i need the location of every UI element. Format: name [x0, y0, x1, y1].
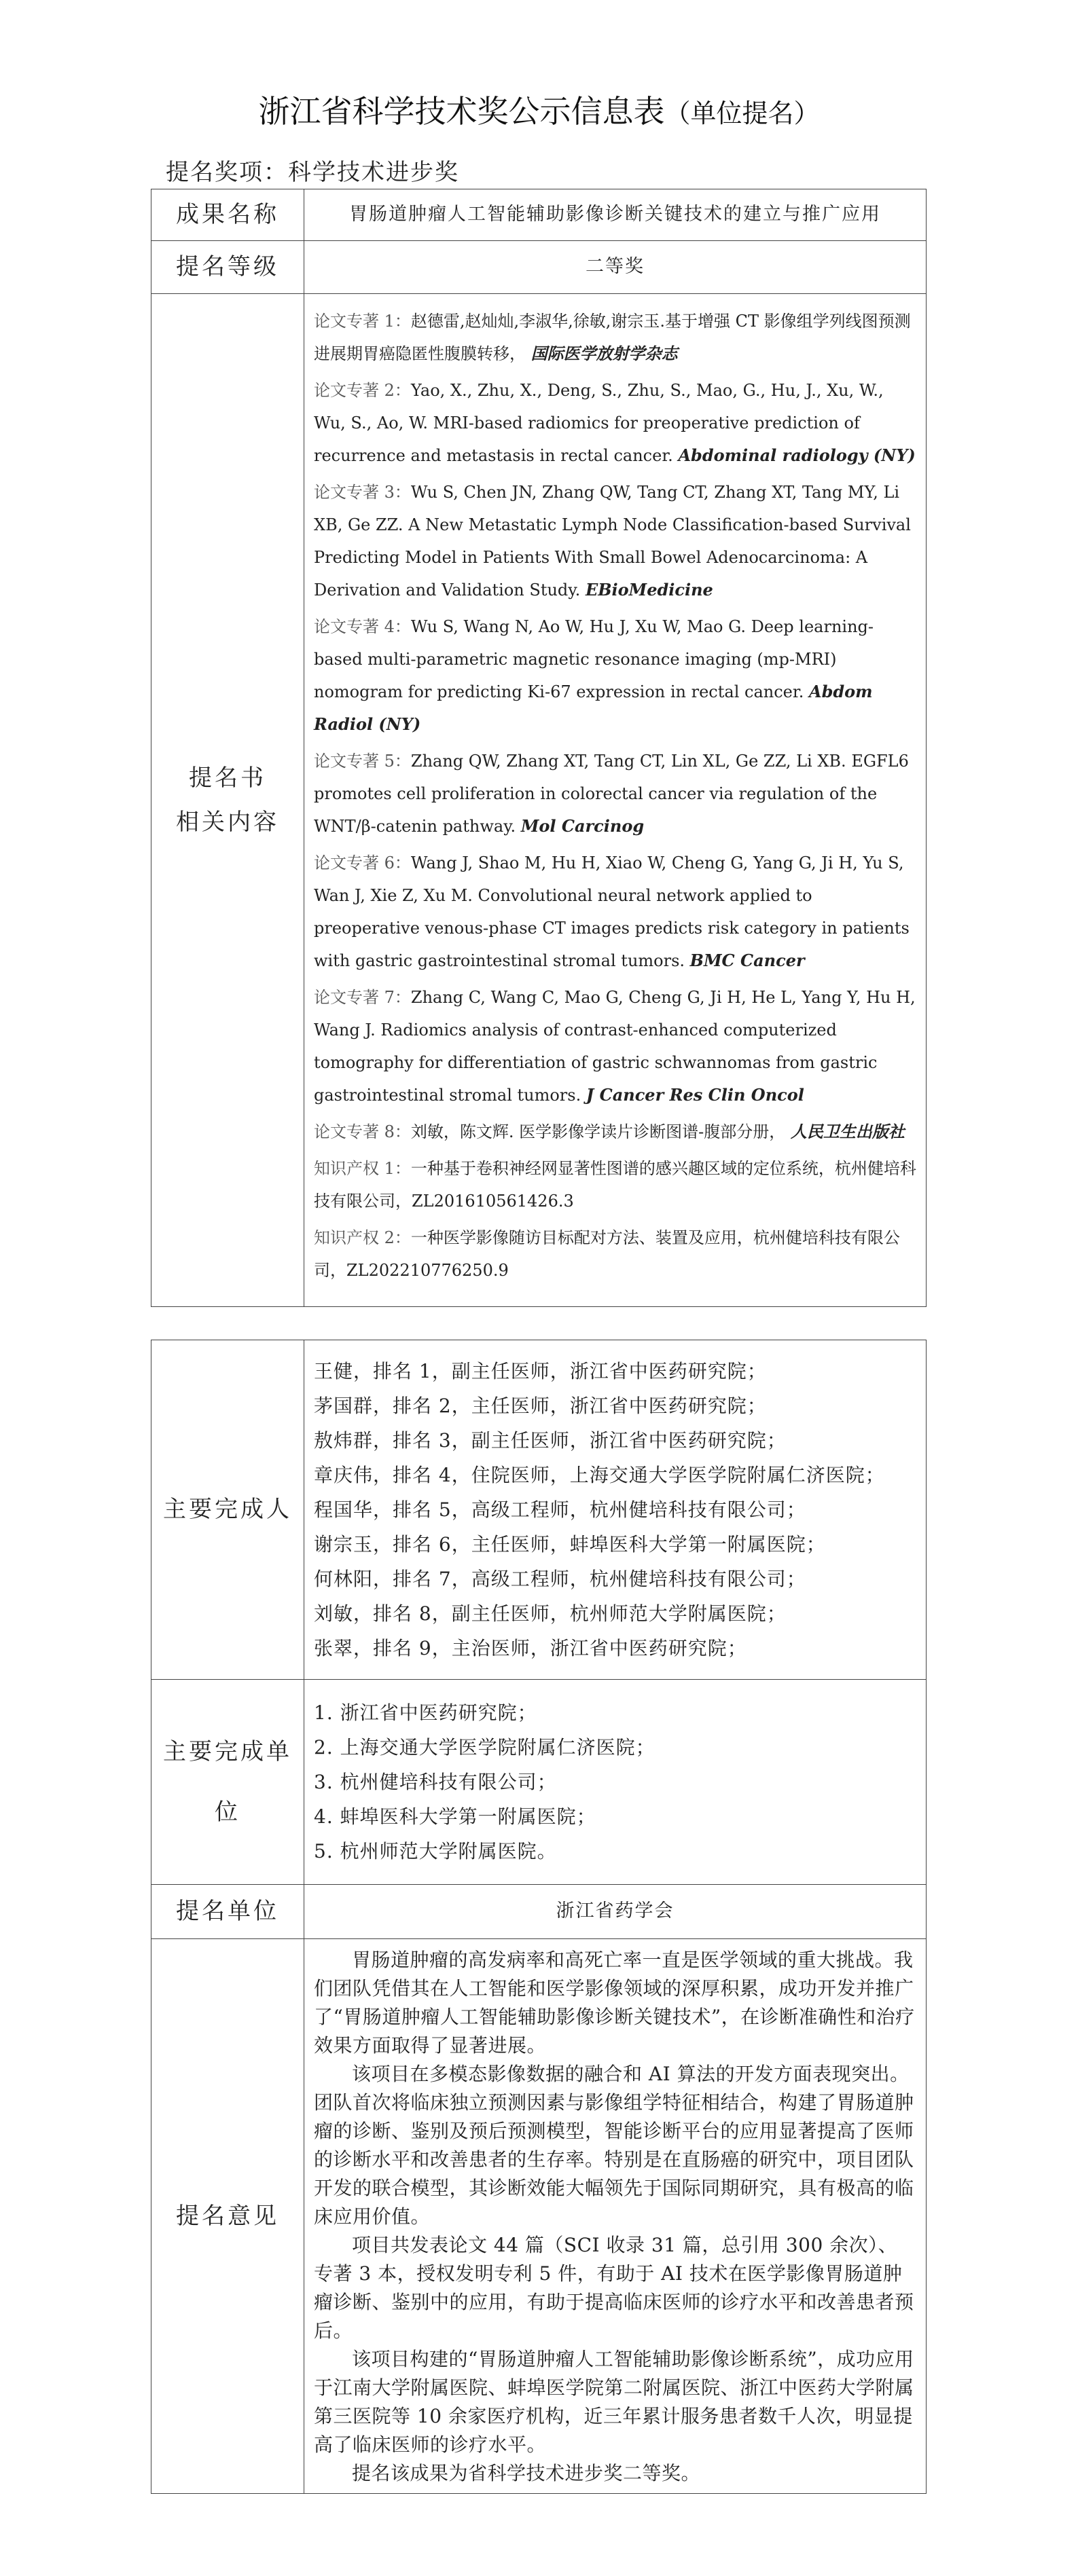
entry-journal: 国际医学放射学杂志: [531, 344, 678, 363]
entry-journal: EBioMedicine: [585, 580, 713, 600]
opinion-text: [314, 1946, 916, 2488]
entry-text: Yao, X., Zhu, X., Deng, S., Zhu, S., Mao, G., Hu, J., Xu, W., Wu, S., Ao, W. MRI-based radiomics for preoperative prediction of recurrence and metastasis in rectal cancer.: [314, 381, 884, 465]
completers-list: [314, 1354, 916, 1666]
unit-item: 4. 蚌埠医科大学第一附属医院；: [314, 1805, 596, 1828]
opinion-paragraph: 该项目在多模态影像数据的融合和 AI 算法的开发方面表现突出。团队首次将临床独立预测因素与影像组学特征相结合，构建了胃肠道肿瘤的诊断、鉴别及预后预测模型，智能诊断平台的应用显著提高了医师的诊断水平和改善患者的生存率。特别是在直肠癌的研究中，项目团队开发的联合模型，其诊断效能大幅领先于国际同期研究，具有极高的临床应用价值。: [314, 2063, 914, 2228]
unit-item: 1. 浙江省中医药研究院；: [314, 1701, 537, 1724]
info-table-bottom: [151, 1340, 927, 2494]
entry-journal: Abdominal radiology (NY): [678, 445, 916, 465]
completer-item: 王健，排名 1，副主任医师，浙江省中医药研究院；: [314, 1360, 767, 1382]
completer-item: 章庆伟，排名 4，住院医师，上海交通大学医学院附属仁济医院；: [314, 1464, 885, 1486]
row-completers: [151, 1340, 927, 1680]
award-type: 提名奖项：科学技术进步奖: [166, 159, 459, 186]
completer-item: 张翠，排名 9，主治医师，浙江省中医药研究院；: [314, 1637, 747, 1659]
value-grade: 二等奖: [304, 241, 927, 294]
opinion-paragraph: 提名该成果为省科学技术进步奖二等奖。: [352, 2462, 701, 2484]
label-units-line2: 位: [215, 1798, 240, 1826]
page-title: [0, 87, 1078, 132]
value-units: [304, 1680, 927, 1885]
entry-prefix: 论文专著 7：: [314, 988, 411, 1007]
completer-item: 茅国群，排名 2，主任医师，浙江省中医药研究院；: [314, 1395, 767, 1417]
value-opinion: [304, 1939, 927, 2494]
entry-item: [314, 1152, 916, 1217]
label-content: [151, 294, 304, 1307]
entry-item: [314, 847, 916, 977]
title-suffix: （单位提名）: [664, 98, 820, 128]
completer-item: 敖炜群，排名 3，副主任医师，浙江省中医药研究院；: [314, 1429, 787, 1452]
row-opinion: [151, 1939, 927, 2494]
entry-prefix: 论文专著 2：: [314, 381, 411, 400]
entry-prefix: 知识产权 1：: [314, 1159, 411, 1178]
completer-item: 何林阳，排名 7，高级工程师，杭州健培科技有限公司；: [314, 1568, 806, 1590]
label-content-line2: 相关内容: [176, 808, 279, 836]
entry-text: Wu S, Wang N, Ao W, Hu J, Xu W, Mao G. Deep learning-based multi-parametric magnetic resonance imaging (mp-MRI) nomogram for predicting Ki-67 expression in rectal cancer.: [314, 617, 874, 701]
entry-journal: J Cancer Res Clin Oncol: [586, 1085, 804, 1105]
unit-item: 3. 杭州健培科技有限公司；: [314, 1771, 557, 1793]
label-nominator: 提名单位: [151, 1885, 304, 1939]
row-nominator: [151, 1885, 927, 1939]
info-table-top: [151, 189, 927, 1307]
entry-text: Wu S, Chen JN, Zhang QW, Tang CT, Zhang XT, Tang MY, Li XB, Ge ZZ. A New Metastatic Lymph Node Classification-based Survival Predicting Model in Patients With Small Bowel Adenocarcinoma: A Derivation and Validation Study.: [314, 483, 911, 600]
unit-item: 5. 杭州师范大学附属医院。: [314, 1840, 557, 1862]
entry-prefix: 知识产权 2：: [314, 1228, 411, 1247]
entry-text: 一种基于卷积神经网显著性图谱的感兴趣区域的定位系统，杭州健培科技有限公司，ZL201610561426.3: [314, 1159, 916, 1211]
entry-prefix: 论文专著 1：: [314, 312, 411, 331]
entry-text: Wang J, Shao M, Hu H, Xiao W, Cheng G, Yang G, Ji H, Yu S, Wan J, Xie Z, Xu M. Convolutional neural network applied to preoperative venous-phase CT images predicts risk category in patients with gastric gastrointestinal stromal tumors.: [314, 853, 910, 970]
title-main: 浙江省科学技术奖公示信息表: [258, 93, 665, 130]
entry-text: Zhang C, Wang C, Mao G, Cheng G, Ji H, He L, Yang Y, Hu H, Wang J. Radiomics analysis of contrast-enhanced computerized tomography for differentiation of gastric schwannomas from gastric gastrointestinal stromal tumors.: [314, 988, 916, 1105]
entry-text: 刘敏，陈文辉. 医学影像学读片诊断图谱-腹部分册，: [410, 1122, 786, 1141]
row-units: [151, 1680, 927, 1885]
label-units-line1: 主要完成单: [163, 1738, 292, 1766]
entry-item: [314, 1221, 916, 1287]
entry-item: [314, 981, 916, 1111]
entry-prefix: 论文专著 5：: [314, 752, 411, 771]
entry-text: Zhang QW, Zhang XT, Tang CT, Lin XL, Ge ZZ, Li XB. EGFL6 promotes cell proliferation in colorectal cancer via regulation of the WNT/β-catenin pathway.: [314, 752, 909, 836]
entry-journal: BMC Cancer: [689, 951, 805, 970]
label-units: [151, 1680, 304, 1885]
units-list: [314, 1695, 916, 1869]
opinion-paragraph: 项目共发表论文 44 篇（SCI 收录 31 篇，总引用 300 余次）、专著 3 本，授权发明专利 5 件，有助于 AI 技术在医学影像胃肠道肿瘤诊断、鉴别中的应用，有助于提高临床医师的诊疗水平和改善患者预后。: [314, 2234, 914, 2342]
label-achievement: 成果名称: [151, 189, 304, 241]
completer-item: 刘敏，排名 8，副主任医师，杭州师范大学附属医院；: [314, 1602, 787, 1625]
label-completers: 主要完成人: [151, 1340, 304, 1680]
entry-item: [314, 610, 916, 741]
entries-list: [314, 305, 916, 1287]
completer-item: 谢宗玉，排名 6，主任医师，蚌埠医科大学第一附属医院；: [314, 1533, 826, 1556]
entry-prefix: 论文专著 3：: [314, 483, 411, 502]
opinion-paragraph: 胃肠道肿瘤的高发病率和高死亡率一直是医学领域的重大挑战。我们团队凭借其在人工智能和医学影像领域的深厚积累，成功开发并推广了“胃肠道肿瘤人工智能辅助影像诊断关键技术”，在诊断准确性和治疗效果方面取得了显著进展。: [314, 1949, 915, 2057]
entry-prefix: 论文专著 8：: [314, 1122, 411, 1141]
value-completers: [304, 1340, 927, 1680]
row-content: [151, 294, 927, 1307]
entry-text: 赵德雷,赵灿灿,李淑华,徐敏,谢宗玉.基于增强 CT 影像组学列线图预测进展期胃癌隐匿性腹膜转移，: [314, 312, 911, 363]
entry-item: [314, 1116, 916, 1148]
entry-journal: Mol Carcinog: [520, 816, 645, 836]
entry-item: [314, 305, 916, 370]
label-opinion: 提名意见: [151, 1939, 304, 2494]
entry-prefix: 论文专著 6：: [314, 853, 411, 872]
unit-item: 2. 上海交通大学医学院附属仁济医院；: [314, 1736, 655, 1759]
label-grade: 提名等级: [151, 241, 304, 294]
label-content-line1: 提名书: [189, 764, 266, 792]
entry-item: [314, 745, 916, 843]
completer-item: 程国华，排名 5，高级工程师，杭州健培科技有限公司；: [314, 1498, 806, 1521]
entry-journal: 人民卫生出版社: [790, 1122, 905, 1141]
value-content: [304, 294, 927, 1307]
entry-prefix: 论文专著 4：: [314, 617, 411, 636]
entry-text: 一种医学影像随访目标配对方法、装置及应用，杭州健培科技有限公司，ZL202210776250.9: [314, 1228, 900, 1280]
row-achievement: [151, 189, 927, 241]
value-achievement: 胃肠道肿瘤人工智能辅助影像诊断关键技术的建立与推广应用: [304, 189, 927, 241]
entry-item: [314, 374, 916, 472]
row-grade: [151, 241, 927, 294]
opinion-paragraph: 该项目构建的“胃肠道肿瘤人工智能辅助影像诊断系统”，成功应用于江南大学附属医院、蚌埠医学院第二附属医院、浙江中医药大学附属第三医院等 10 余家医疗机构，近三年累计服务患者数千人次，明显提高了临床医师的诊疗水平。: [314, 2348, 914, 2456]
entry-journal: Abdom Radiol (NY): [314, 682, 873, 734]
value-nominator: 浙江省药学会: [304, 1885, 927, 1939]
entry-item: [314, 476, 916, 606]
